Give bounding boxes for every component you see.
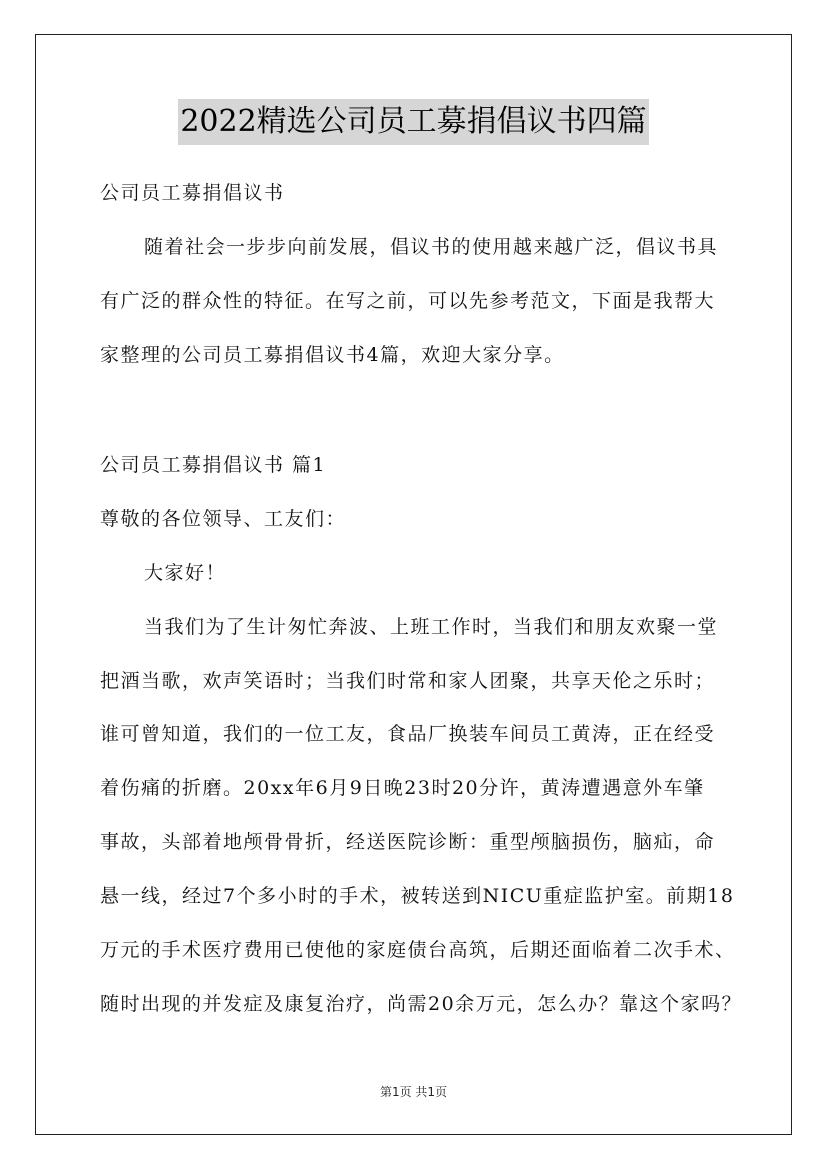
section-heading: 公司员工募捐倡议书 篇1: [100, 454, 327, 476]
greeting: 大家好！: [144, 562, 227, 584]
intro-line-1: 随着社会一步步向前发展，倡议书的使用越来越广泛，倡议书具: [144, 236, 719, 258]
body-line-6: 悬一线，经过7个多小时的手术，被转送到NICU重症监护室。前期18: [100, 885, 735, 907]
body-line-5: 事故，头部着地颅骨骨折，经送医院诊断：重型颅脑损伤，脑疝，命: [100, 831, 716, 853]
body-line-1: 当我们为了生计匆忙奔波、上班工作时，当我们和朋友欢聚一堂: [144, 616, 719, 638]
title-container: [0, 99, 827, 145]
body-line-8: 随时出现的并发症及康复治疗，尚需20余万元，怎么办？靠这个家吗？: [100, 993, 743, 1015]
body-line-3: 谁可曾知道，我们的一位工友，食品厂换装车间员工黄涛，正在经受: [100, 723, 716, 745]
intro-line-2: 有广泛的群众性的特征。在写之前，可以先参考范文，下面是我帮大: [100, 290, 716, 312]
subtitle: 公司员工募捐倡议书: [100, 182, 285, 204]
intro-line-3: 家整理的公司员工募捐倡议书4篇，欢迎大家分享。: [100, 344, 565, 366]
body-line-7: 万元的手术医疗费用已使他的家庭债台高筑，后期还面临着二次手术、: [100, 939, 736, 961]
document-title: 2022精选公司员工募捐倡议书四篇: [178, 99, 648, 145]
body-line-2: 把酒当歌，欢声笑语时；当我们时常和家人团聚，共享天伦之乐时；: [100, 670, 716, 692]
salutation: 尊敬的各位领导、工友们：: [100, 508, 347, 530]
page-footer: 第1页 共1页: [379, 1085, 448, 1099]
body-line-4: 着伤痛的折磨。20xx年6月9日晚23时20分许，黄涛遭遇意外车肇: [100, 777, 705, 799]
